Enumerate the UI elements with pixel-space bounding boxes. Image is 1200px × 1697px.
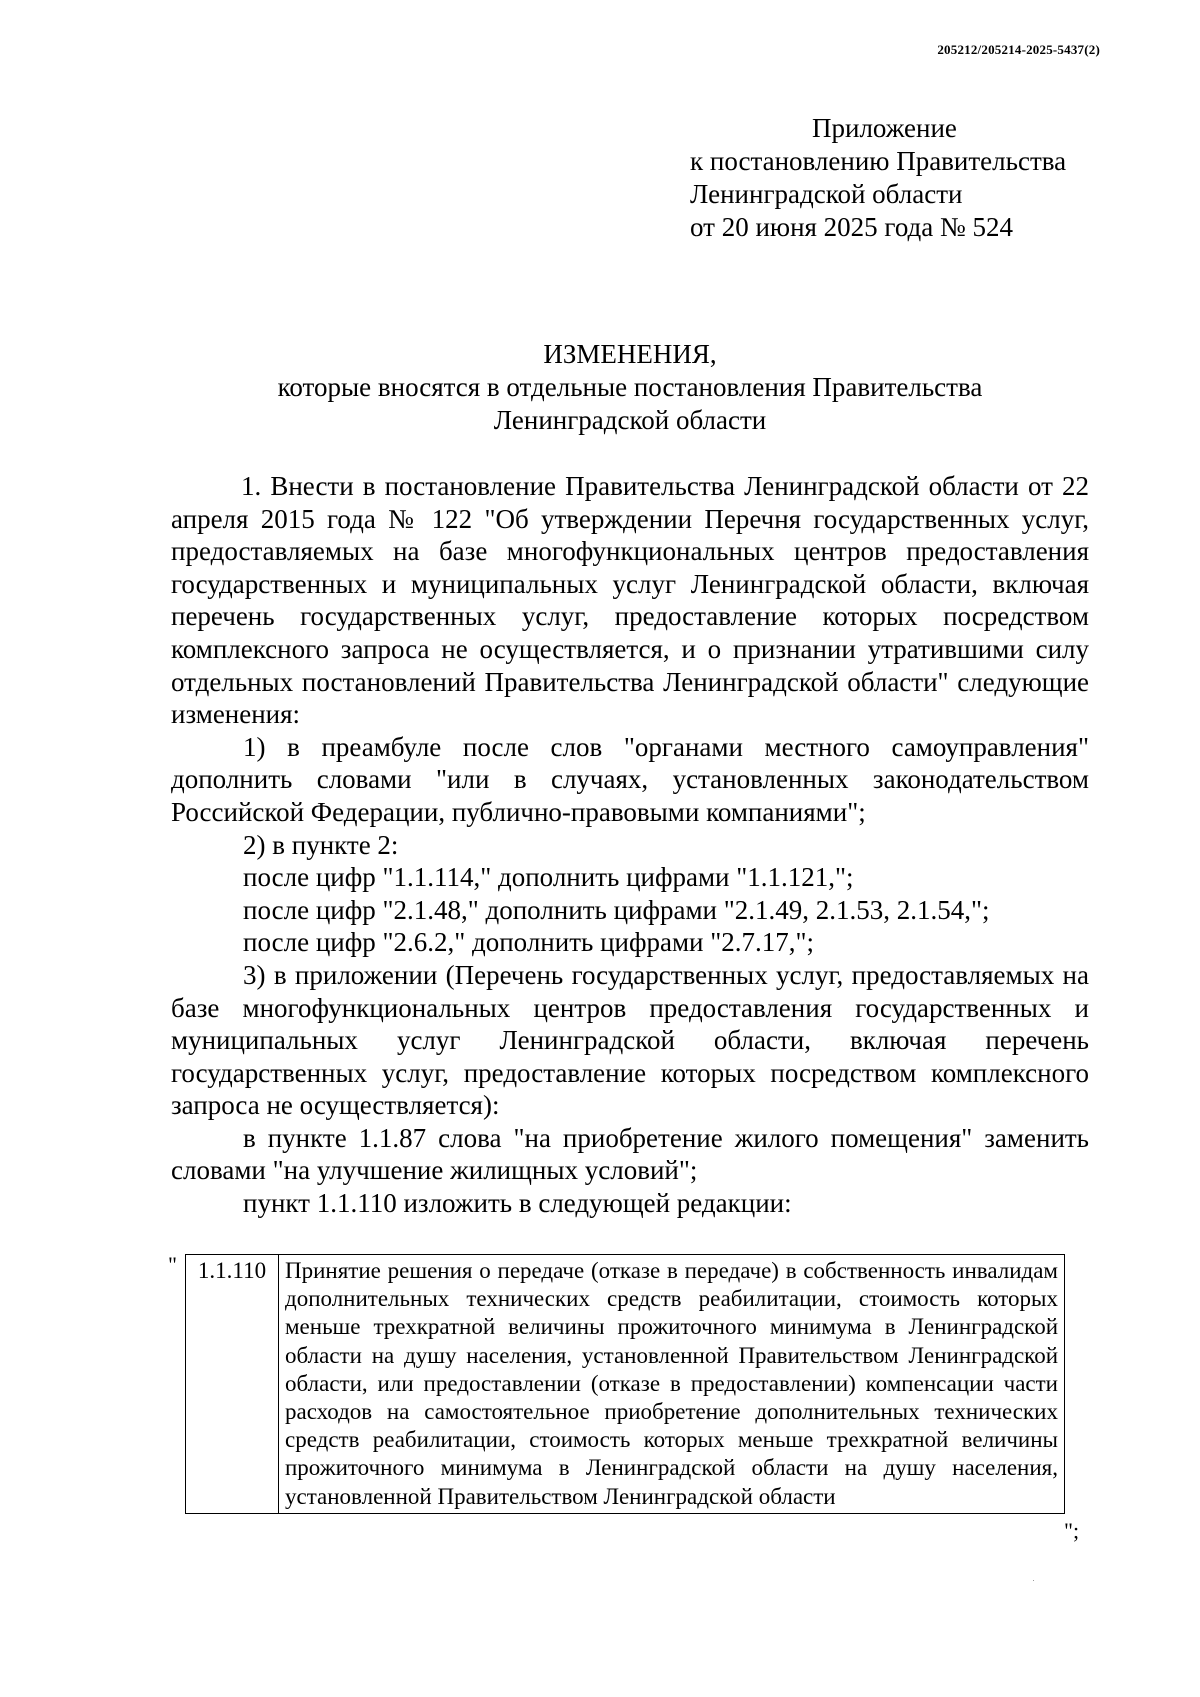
- paragraph-digits-1: после цифр "1.1.114," дополнить цифрами "1.1.121,";: [243, 862, 854, 893]
- appendix-date-line: от 20 июня 2025 года № 524: [690, 212, 1014, 242]
- paragraph-preamble: 1) в преамбуле после слов "органами местного самоуправления" дополнить словами "или в случаях, установленных законодательством Российской Федерации, публично-правовыми компаниями";: [171, 731, 1089, 827]
- appendix-line: к постановлению Правительства: [690, 146, 1067, 176]
- heading-subtitle: Ленинградской области: [493, 405, 767, 435]
- appendix-line: Ленинградской области: [690, 179, 963, 209]
- paragraph-digits-2: после цифр "2.1.48," дополнить цифрами "2.1.49, 2.1.53, 2.1.54,";: [243, 894, 990, 925]
- service-description: Принятие решения о передаче (отказе в передаче) в собственность инвалидам дополнительных технических средств реабилитации, стоимость которых меньше трехкратной величины прожиточного минимума в Ленинградской области на душу населения, установленной Правительством Ленинградской области, или предоставлении (отказе в предоставлении) компенсации части расходов на самостоятельное приобретение дополнительных технических средств реабилитации, стоимость которых меньше трехкратной величины прожиточного минимума в Ленинградской области на душу населения, установленной Правительством Ленинградской области: [279, 1255, 1065, 1514]
- heading-subtitle: которые вносятся в отдельные постановления Правительства: [277, 372, 983, 402]
- paragraph-point-1-1-110: пункт 1.1.110 изложить в следующей редакции:: [243, 1188, 792, 1219]
- replacement-row: [168, 1254, 1098, 1552]
- paragraph-point-1-1-87: в пункте 1.1.87 слова "на приобретение жилого помещения" заменить словами "на улучшение жилищных условий";: [171, 1122, 1089, 1186]
- paragraph-digits-3: после цифр "2.6.2," дополнить цифрами "2.7.17,";: [243, 927, 815, 958]
- paragraph-point-2: 2) в пункте 2:: [243, 829, 399, 860]
- document-registration-number: 205212/205214-2025-5437(2): [937, 42, 1100, 57]
- service-table: [185, 1254, 1065, 1514]
- close-quote: ";: [1064, 1518, 1080, 1543]
- appendix-block: [690, 112, 1066, 244]
- table-row: [186, 1255, 1065, 1514]
- document-body: [171, 470, 1089, 1220]
- open-quote: ": [168, 1252, 177, 1277]
- service-number: 1.1.110: [186, 1255, 279, 1514]
- paragraph-appendix-change: 3) в приложении (Перечень государственных услуг, предоставляемых на базе многофункциональных центров предоставления государственных и муниципальных услуг Ленинградской области, включая перечень государственных услуг, предоставление которых посредством комплексного запроса не осуществляется):: [171, 959, 1089, 1121]
- scan-speck: [1033, 1580, 1034, 1581]
- paragraph-1: 1. Внести в постановление Правительства Ленинградской области от 22 апреля 2015 года № 122 "Об утверждении Перечня государственных услуг, предоставляемых на базе многофункциональных центров предоставления государственных и муниципальных услуг Ленинградской области, включая перечень государственных услуг, предоставление которых посредством комплексного запроса не осуществляется, и о признании утратившими силу отдельных постановлений Правительства Ленинградской области" следующие изменения:: [171, 471, 1089, 730]
- heading-title: ИЗМЕНЕНИЯ,: [543, 339, 717, 369]
- document-heading: [170, 338, 1090, 437]
- appendix-title: Приложение: [812, 113, 957, 143]
